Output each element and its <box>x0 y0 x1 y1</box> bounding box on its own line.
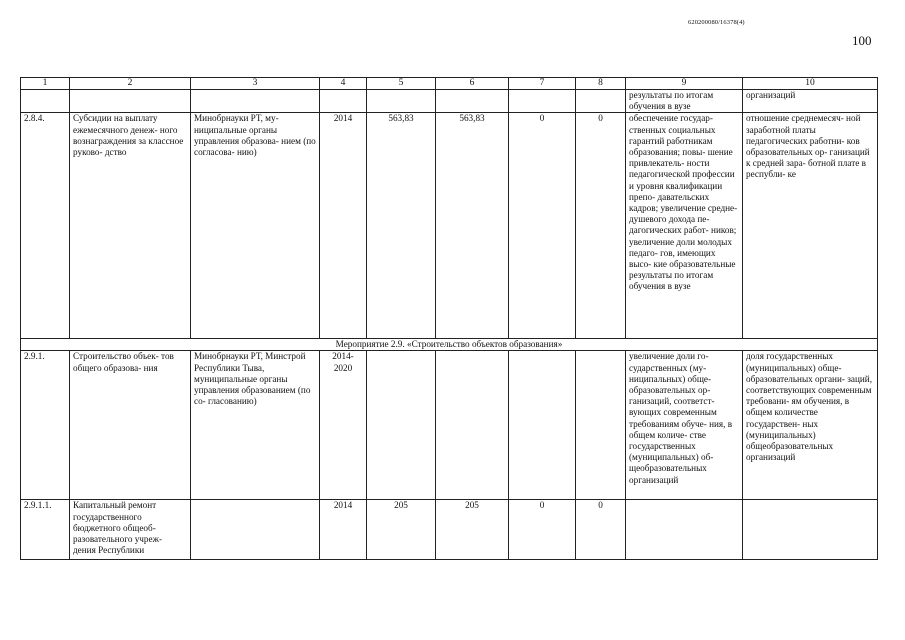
indicator: отношение среднемесяч- ной заработной платы педагогических работни- ков образовательных ор- ганизаций к средней зара- ботной плате в республи- ке <box>743 113 878 339</box>
row-number: 2.8.4. <box>21 113 70 339</box>
row-number: 2.9.1. <box>21 351 70 500</box>
republic-amount: 0 <box>509 500 576 560</box>
measure-name: Строительство объек- тов общего образова- ния <box>70 351 191 500</box>
continued-indicator: организаций <box>743 90 878 113</box>
other-amount <box>576 351 626 500</box>
table-row-2-9-1 <box>21 351 878 500</box>
federal-amount: 563,83 <box>436 113 509 339</box>
header-col-1: 1 <box>21 78 70 90</box>
table-row-2-8-4 <box>21 113 878 339</box>
expected-result: обеспечение государ- ственных социальных гарантий работникам образования; повы- шение привлекатель- ности педагогической профессии и уровня квалификации препо- давательских кадров; увеличение средне- душевого дохода пе- дагогических работ- ников; увеличение доли молодых педаго- гов, имеющих высо- кие образовательные результаты по итогам обучения в вузе <box>626 113 743 339</box>
total-amount <box>367 351 436 500</box>
header-col-6: 6 <box>436 78 509 90</box>
period: 2014- 2020 <box>320 351 367 500</box>
table-row-2-9-1-1 <box>21 500 878 560</box>
continued-result: результаты по итогам обучения в вузе <box>626 90 743 113</box>
federal-amount: 205 <box>436 500 509 560</box>
expected-result <box>626 500 743 560</box>
header-col-8: 8 <box>576 78 626 90</box>
table-row-continued <box>21 90 878 113</box>
header-col-10: 10 <box>743 78 878 90</box>
header-col-9: 9 <box>626 78 743 90</box>
header-col-7: 7 <box>509 78 576 90</box>
measures-table <box>20 77 878 560</box>
measure-name: Капитальный ремонт государственного бюджетного общеоб- разовательного учреж- дения Республики <box>70 500 191 560</box>
header-col-4: 4 <box>320 78 367 90</box>
indicator: доля государственных (муниципальных) обще- образовательных органи- заций, соответствующих современным требовани- ям обучения, в общем количестве государствен- ных (муниципальных) общеобразовательных организаций <box>743 351 878 500</box>
page-number: 100 <box>852 33 872 48</box>
indicator <box>743 500 878 560</box>
other-amount: 0 <box>576 113 626 339</box>
executor <box>191 500 320 560</box>
executor: Минобрнауки РТ, му- ниципальные органы управления образова- нием (по согласова- нию) <box>191 113 320 339</box>
republic-amount <box>509 351 576 500</box>
executor: Минобрнауки РТ, Минстрой Республики Тыва, муниципальные органы управления образованием (по со- гласованию) <box>191 351 320 500</box>
column-number-header <box>21 78 878 90</box>
period: 2014 <box>320 500 367 560</box>
header-col-2: 2 <box>70 78 191 90</box>
measure-name: Субсидии на выплату ежемесячного денеж- ного вознаграждения за классное руково- дство <box>70 113 191 339</box>
total-amount: 563,83 <box>367 113 436 339</box>
document-id: 620200080/16378(4) <box>688 19 745 26</box>
period: 2014 <box>320 113 367 339</box>
expected-result: увеличение доли го- сударственных (му- ниципальных) обще- образовательных ор- ганизаций, соответст- вующих современным требованиям обуче- ния, в общем количе- стве государственных (муниципальных) об- щеобразовательных организаций <box>626 351 743 500</box>
row-number: 2.9.1.1. <box>21 500 70 560</box>
section-row <box>21 339 878 351</box>
header-col-5: 5 <box>367 78 436 90</box>
republic-amount: 0 <box>509 113 576 339</box>
header-col-3: 3 <box>191 78 320 90</box>
federal-amount <box>436 351 509 500</box>
other-amount: 0 <box>576 500 626 560</box>
total-amount: 205 <box>367 500 436 560</box>
section-title: Мероприятие 2.9. «Строительство объектов образования» <box>21 339 878 351</box>
